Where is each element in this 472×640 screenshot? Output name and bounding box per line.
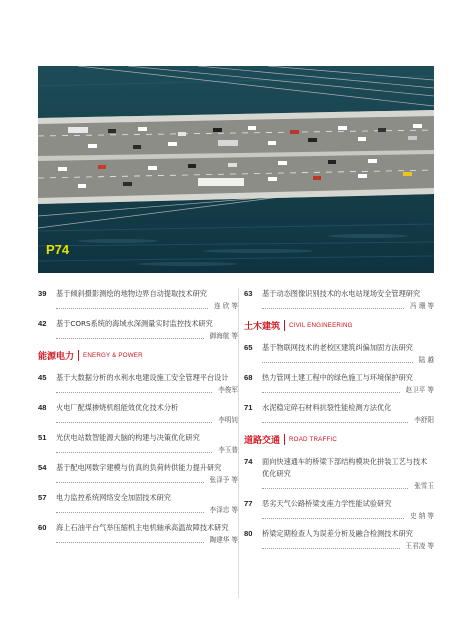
- section-title-en: CIVIL ENGINEERING: [289, 321, 353, 329]
- entry-author-line: [262, 510, 434, 522]
- section-title-cn: 土木建筑: [244, 321, 281, 332]
- entry-author: 陆 越: [418, 356, 434, 364]
- section-title-en: ROAD TRAFFIC: [289, 435, 338, 443]
- entry-author: 王君凌 等: [405, 542, 434, 550]
- toc-entry[interactable]: [38, 432, 238, 456]
- entry-page-number: 45: [38, 373, 47, 382]
- leader-dots: [262, 488, 408, 489]
- entry-author-line: [56, 444, 238, 456]
- toc-entry[interactable]: [38, 462, 238, 486]
- entry-author: 连 欣 等: [214, 302, 238, 310]
- entry-title: 基于倾斜摄影测绘的地物边界自动提取技术研究: [56, 289, 207, 298]
- entry-page-number: 63: [244, 289, 253, 298]
- entry-page-number: 48: [38, 403, 47, 412]
- leader-dots: [56, 338, 204, 339]
- entry-title: 电力监控系统网络安全加固技术研究: [56, 493, 172, 502]
- entry-title: 桥梁定期检查人为误差分析及融合检测技术研究: [262, 529, 413, 538]
- entry-author: 赵卫平 等: [405, 386, 434, 394]
- entry-page-number: 80: [244, 529, 253, 538]
- entry-title: 基于动态图像识别技术的水电站现场安全管理研究: [262, 289, 421, 298]
- entry-author-line: [56, 300, 238, 312]
- entry-author-line: [56, 330, 238, 342]
- entry-title: 面向快速通车的桥梁下部结构模块化拼装工艺与技术优化研究: [262, 457, 428, 478]
- toc-entry[interactable]: [38, 402, 238, 426]
- entry-title: 基于配电网数字建模与仿真的负荷转供能力提升研究: [56, 463, 222, 472]
- entry-author: 张泽予 等: [209, 476, 238, 484]
- section-divider-bar: [284, 320, 285, 331]
- toc-entry[interactable]: [244, 342, 434, 366]
- entry-title: 海上石油平台气举压缩机主电机轴承高温故障技术研究: [56, 523, 229, 532]
- entry-title: 基于物联网技术的老校区建筑纠偏加固方法研究: [262, 343, 413, 352]
- entry-author: 张雪玉: [414, 482, 434, 490]
- toc-entry[interactable]: [244, 402, 434, 426]
- entry-author-line: [262, 480, 434, 492]
- toc-entry[interactable]: [38, 288, 238, 312]
- entry-page-number: 68: [244, 373, 253, 382]
- entry-author-line: [262, 414, 434, 426]
- leader-dots: [56, 452, 212, 453]
- entry-title: 基于CORS系统的海域水深测量实时监控技术研究: [56, 319, 213, 328]
- toc-entry[interactable]: [38, 372, 238, 396]
- entry-page-number: 71: [244, 403, 253, 412]
- leader-dots: [262, 548, 400, 549]
- leader-dots: [56, 392, 212, 393]
- entry-page-number: 51: [38, 433, 47, 442]
- section-title-cn: 能源电力: [38, 351, 75, 362]
- bridge-photo: [38, 66, 434, 273]
- entry-title: 水泥稳定碎石材料抗裂性能检测方法优化: [262, 403, 392, 412]
- toc-entry[interactable]: [244, 528, 434, 552]
- entry-author-line: [56, 534, 238, 546]
- entry-author: 李泽忠 等: [209, 506, 238, 514]
- entry-page-number: 54: [38, 463, 47, 472]
- toc-entry[interactable]: [244, 456, 434, 492]
- leader-dots: [56, 542, 204, 543]
- page-reference-label: P74: [46, 242, 70, 257]
- entry-page-number: 57: [38, 493, 47, 502]
- entry-author: 史 纳 等: [410, 512, 434, 520]
- bridge-illustration: [38, 66, 434, 273]
- toc-entry[interactable]: [244, 288, 434, 312]
- leader-dots: [262, 362, 413, 363]
- leader-dots: [262, 422, 408, 423]
- toc-entry[interactable]: [38, 522, 238, 546]
- entry-author-line: [56, 474, 238, 486]
- column-divider: [238, 288, 239, 598]
- entry-page-number: 74: [244, 457, 253, 466]
- entry-page-number: 39: [38, 289, 47, 298]
- entry-author: 李舒阳: [414, 416, 434, 424]
- entry-page-number: 65: [244, 343, 253, 352]
- leader-dots: [56, 308, 208, 309]
- entry-author-line: [56, 384, 238, 396]
- section-divider-bar: [284, 434, 285, 445]
- entry-author-line: [56, 504, 238, 516]
- entry-author: 李玉普: [218, 446, 238, 454]
- leader-dots: [262, 308, 404, 309]
- entry-author-line: [262, 354, 434, 366]
- section-heading-energy: [38, 348, 238, 362]
- toc-entry[interactable]: [38, 318, 238, 342]
- leader-dots: [262, 392, 400, 393]
- entry-author-line: [262, 384, 434, 396]
- entry-author-line: [262, 540, 434, 552]
- entry-author: 陶建华 等: [209, 536, 238, 544]
- entry-title: 火电厂配煤掺烧机组能效优化技术分析: [56, 403, 179, 412]
- toc-right-column: [244, 288, 434, 558]
- entry-page-number: 77: [244, 499, 253, 508]
- toc-entry[interactable]: [244, 498, 434, 522]
- entry-author: 李明钊: [218, 416, 238, 424]
- entry-author-line: [56, 414, 238, 426]
- entry-title: 基于大数据分析的水利水电建设施工安全管理平台设计: [56, 373, 229, 382]
- section-title-cn: 道路交通: [244, 435, 281, 446]
- entry-title: 光伏电站数智能源大脑的构建与决策优化研究: [56, 433, 200, 442]
- leader-dots: [56, 512, 204, 513]
- entry-title: 热力管网土建工程中的绿色施工与环境保护研究: [262, 373, 413, 382]
- entry-title: 恶劣天气公路桥梁支座力学性能试验研究: [262, 499, 392, 508]
- entry-author-line: [262, 300, 434, 312]
- entry-author: 李俊军: [218, 386, 238, 394]
- section-divider-bar: [78, 350, 79, 361]
- toc-entry[interactable]: [38, 492, 238, 516]
- entry-page-number: 60: [38, 523, 47, 532]
- section-heading-civil: [244, 318, 434, 332]
- leader-dots: [56, 482, 204, 483]
- entry-author: 冯 珊 等: [410, 302, 434, 310]
- leader-dots: [56, 422, 212, 423]
- entry-author: 御海航 等: [209, 332, 238, 340]
- leader-dots: [262, 518, 404, 519]
- section-heading-traffic: [244, 432, 434, 446]
- entry-page-number: 42: [38, 319, 47, 328]
- toc-left-column: [38, 288, 238, 552]
- section-title-en: ENERGY & POWER: [83, 351, 143, 359]
- toc-entry[interactable]: [244, 372, 434, 396]
